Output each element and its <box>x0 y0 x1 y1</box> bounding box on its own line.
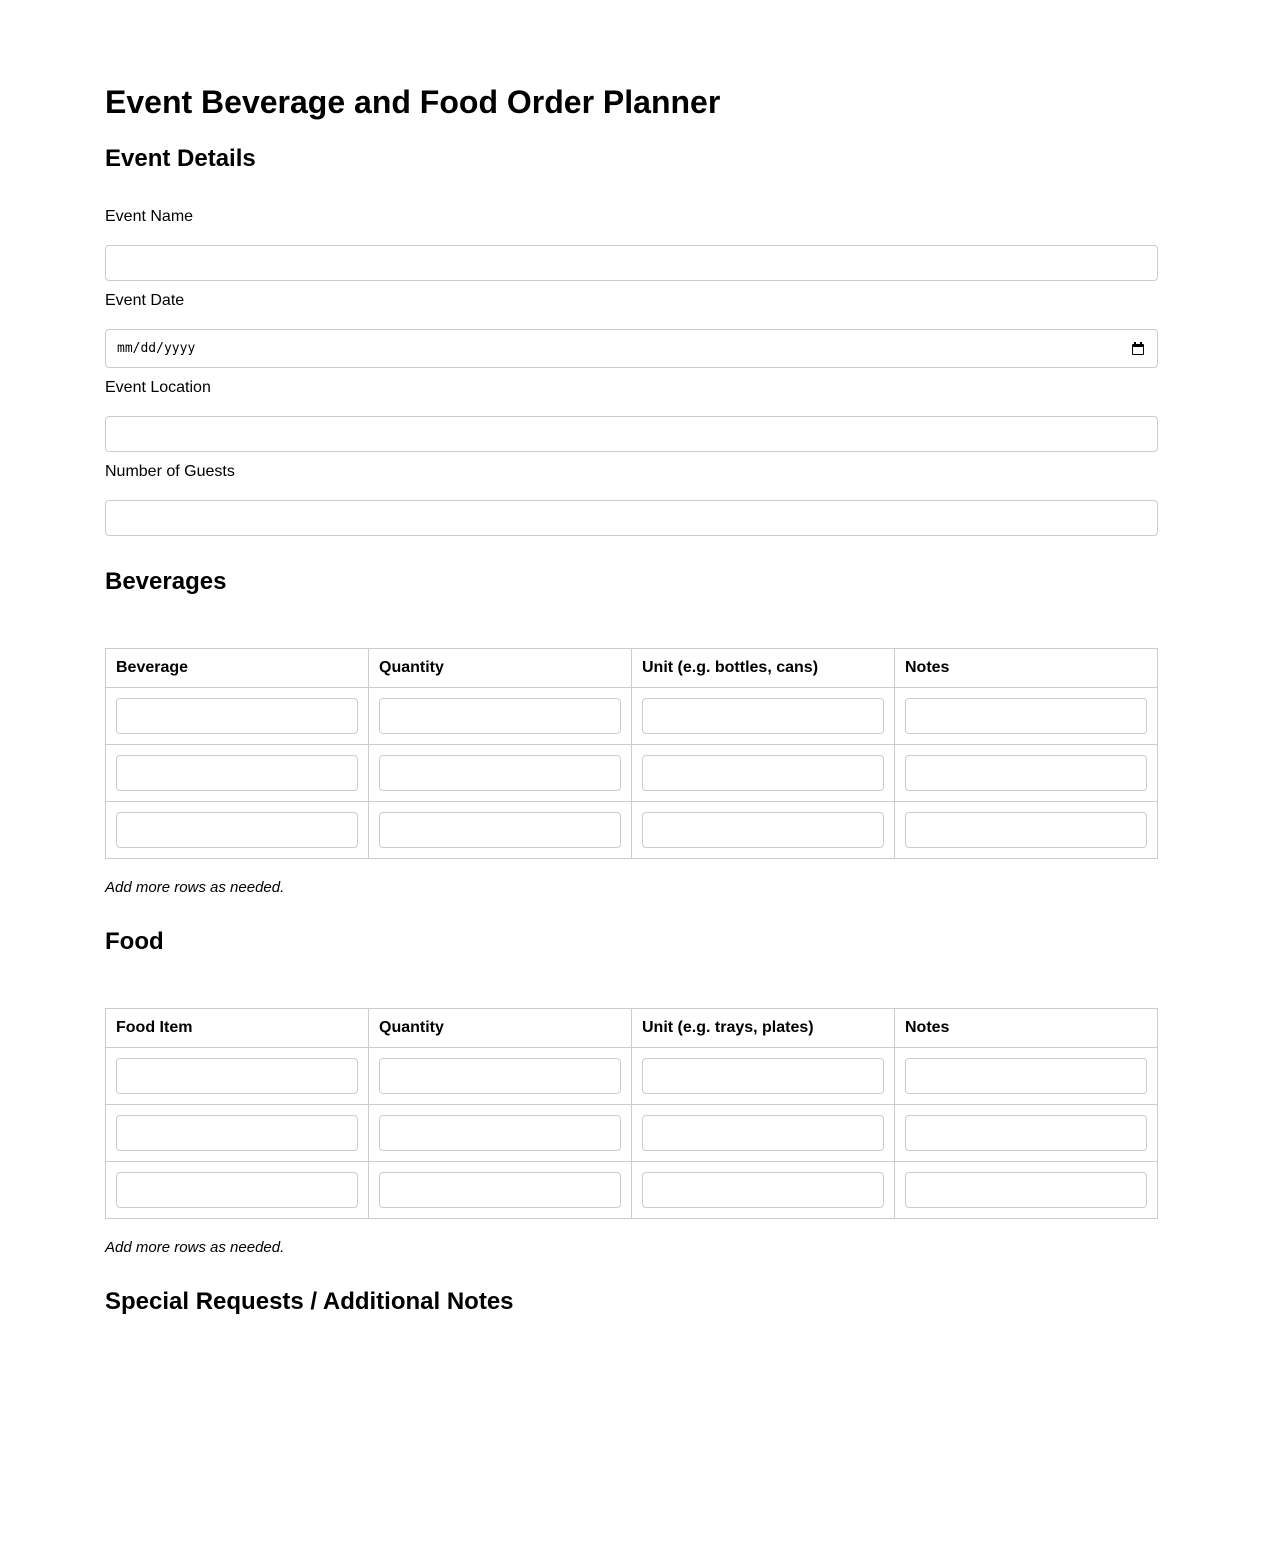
table-cell <box>895 745 1158 802</box>
quantity-input[interactable] <box>379 755 621 791</box>
table-cell <box>369 745 632 802</box>
event-name-input[interactable] <box>105 245 1158 281</box>
food-item-input[interactable] <box>116 1115 358 1151</box>
number-of-guests-input[interactable] <box>105 500 1158 536</box>
table-cell <box>895 688 1158 745</box>
table-cell <box>895 1162 1158 1219</box>
unit-input[interactable] <box>642 1058 884 1094</box>
notes-input[interactable] <box>905 1058 1147 1094</box>
notes-input[interactable] <box>905 812 1147 848</box>
column-header-unit: Unit (e.g. bottles, cans) <box>632 649 895 688</box>
beverage-input[interactable] <box>116 755 358 791</box>
table-row <box>106 802 1158 859</box>
table-cell <box>895 1048 1158 1105</box>
event-date-label: Event Date <box>105 292 185 309</box>
column-header-quantity: Quantity <box>369 1009 632 1048</box>
table-row <box>106 1162 1158 1219</box>
unit-input[interactable] <box>642 1172 884 1208</box>
table-cell <box>632 1105 895 1162</box>
event-location-input[interactable] <box>105 416 1158 452</box>
table-cell <box>369 1162 632 1219</box>
beverage-input[interactable] <box>116 698 358 734</box>
food-heading: Food <box>105 928 164 955</box>
unit-input[interactable] <box>642 1115 884 1151</box>
table-cell <box>106 1048 369 1105</box>
table-header-row <box>106 649 1158 688</box>
column-header-unit: Unit (e.g. trays, plates) <box>632 1009 895 1048</box>
notes-input[interactable] <box>905 755 1147 791</box>
food-item-input[interactable] <box>116 1172 358 1208</box>
table-cell <box>632 688 895 745</box>
quantity-input[interactable] <box>379 698 621 734</box>
table-cell <box>106 745 369 802</box>
table-cell <box>106 688 369 745</box>
unit-input[interactable] <box>642 698 884 734</box>
table-row <box>106 1048 1158 1105</box>
table-row <box>106 745 1158 802</box>
column-header-beverage: Beverage <box>106 649 369 688</box>
quantity-input[interactable] <box>379 812 621 848</box>
column-header-food-item: Food Item <box>106 1009 369 1048</box>
event-location-label: Event Location <box>105 379 211 396</box>
quantity-input[interactable] <box>379 1058 621 1094</box>
table-cell <box>106 1105 369 1162</box>
table-cell <box>632 745 895 802</box>
unit-input[interactable] <box>642 755 884 791</box>
table-cell <box>632 802 895 859</box>
beverages-table <box>105 648 1158 859</box>
beverage-input[interactable] <box>116 812 358 848</box>
table-row <box>106 688 1158 745</box>
table-cell <box>632 1048 895 1105</box>
event-date-placeholder: mm/dd/yyyy <box>117 341 196 356</box>
table-cell <box>895 802 1158 859</box>
notes-input[interactable] <box>905 1115 1147 1151</box>
notes-input[interactable] <box>905 1172 1147 1208</box>
beverages-heading: Beverages <box>105 568 227 595</box>
event-details-heading: Event Details <box>105 145 256 172</box>
page-title: Event Beverage and Food Order Planner <box>105 84 721 120</box>
food-note: Add more rows as needed. <box>105 1239 285 1256</box>
quantity-input[interactable] <box>379 1115 621 1151</box>
number-of-guests-label: Number of Guests <box>105 463 235 480</box>
table-cell <box>895 1105 1158 1162</box>
table-cell <box>632 1162 895 1219</box>
table-cell <box>106 802 369 859</box>
table-cell <box>369 688 632 745</box>
table-cell <box>106 1162 369 1219</box>
quantity-input[interactable] <box>379 1172 621 1208</box>
column-header-notes: Notes <box>895 1009 1158 1048</box>
beverages-note: Add more rows as needed. <box>105 879 285 896</box>
column-header-quantity: Quantity <box>369 649 632 688</box>
food-table <box>105 1008 1158 1219</box>
table-cell <box>369 1105 632 1162</box>
event-date-input[interactable] <box>105 329 1158 368</box>
table-row <box>106 1105 1158 1162</box>
event-name-label: Event Name <box>105 208 194 225</box>
table-cell <box>369 1048 632 1105</box>
notes-input[interactable] <box>905 698 1147 734</box>
special-requests-heading: Special Requests / Additional Notes <box>105 1288 514 1315</box>
table-header-row <box>106 1009 1158 1048</box>
unit-input[interactable] <box>642 812 884 848</box>
column-header-notes: Notes <box>895 649 1158 688</box>
food-item-input[interactable] <box>116 1058 358 1094</box>
table-cell <box>369 802 632 859</box>
calendar-icon[interactable] <box>1131 342 1145 356</box>
